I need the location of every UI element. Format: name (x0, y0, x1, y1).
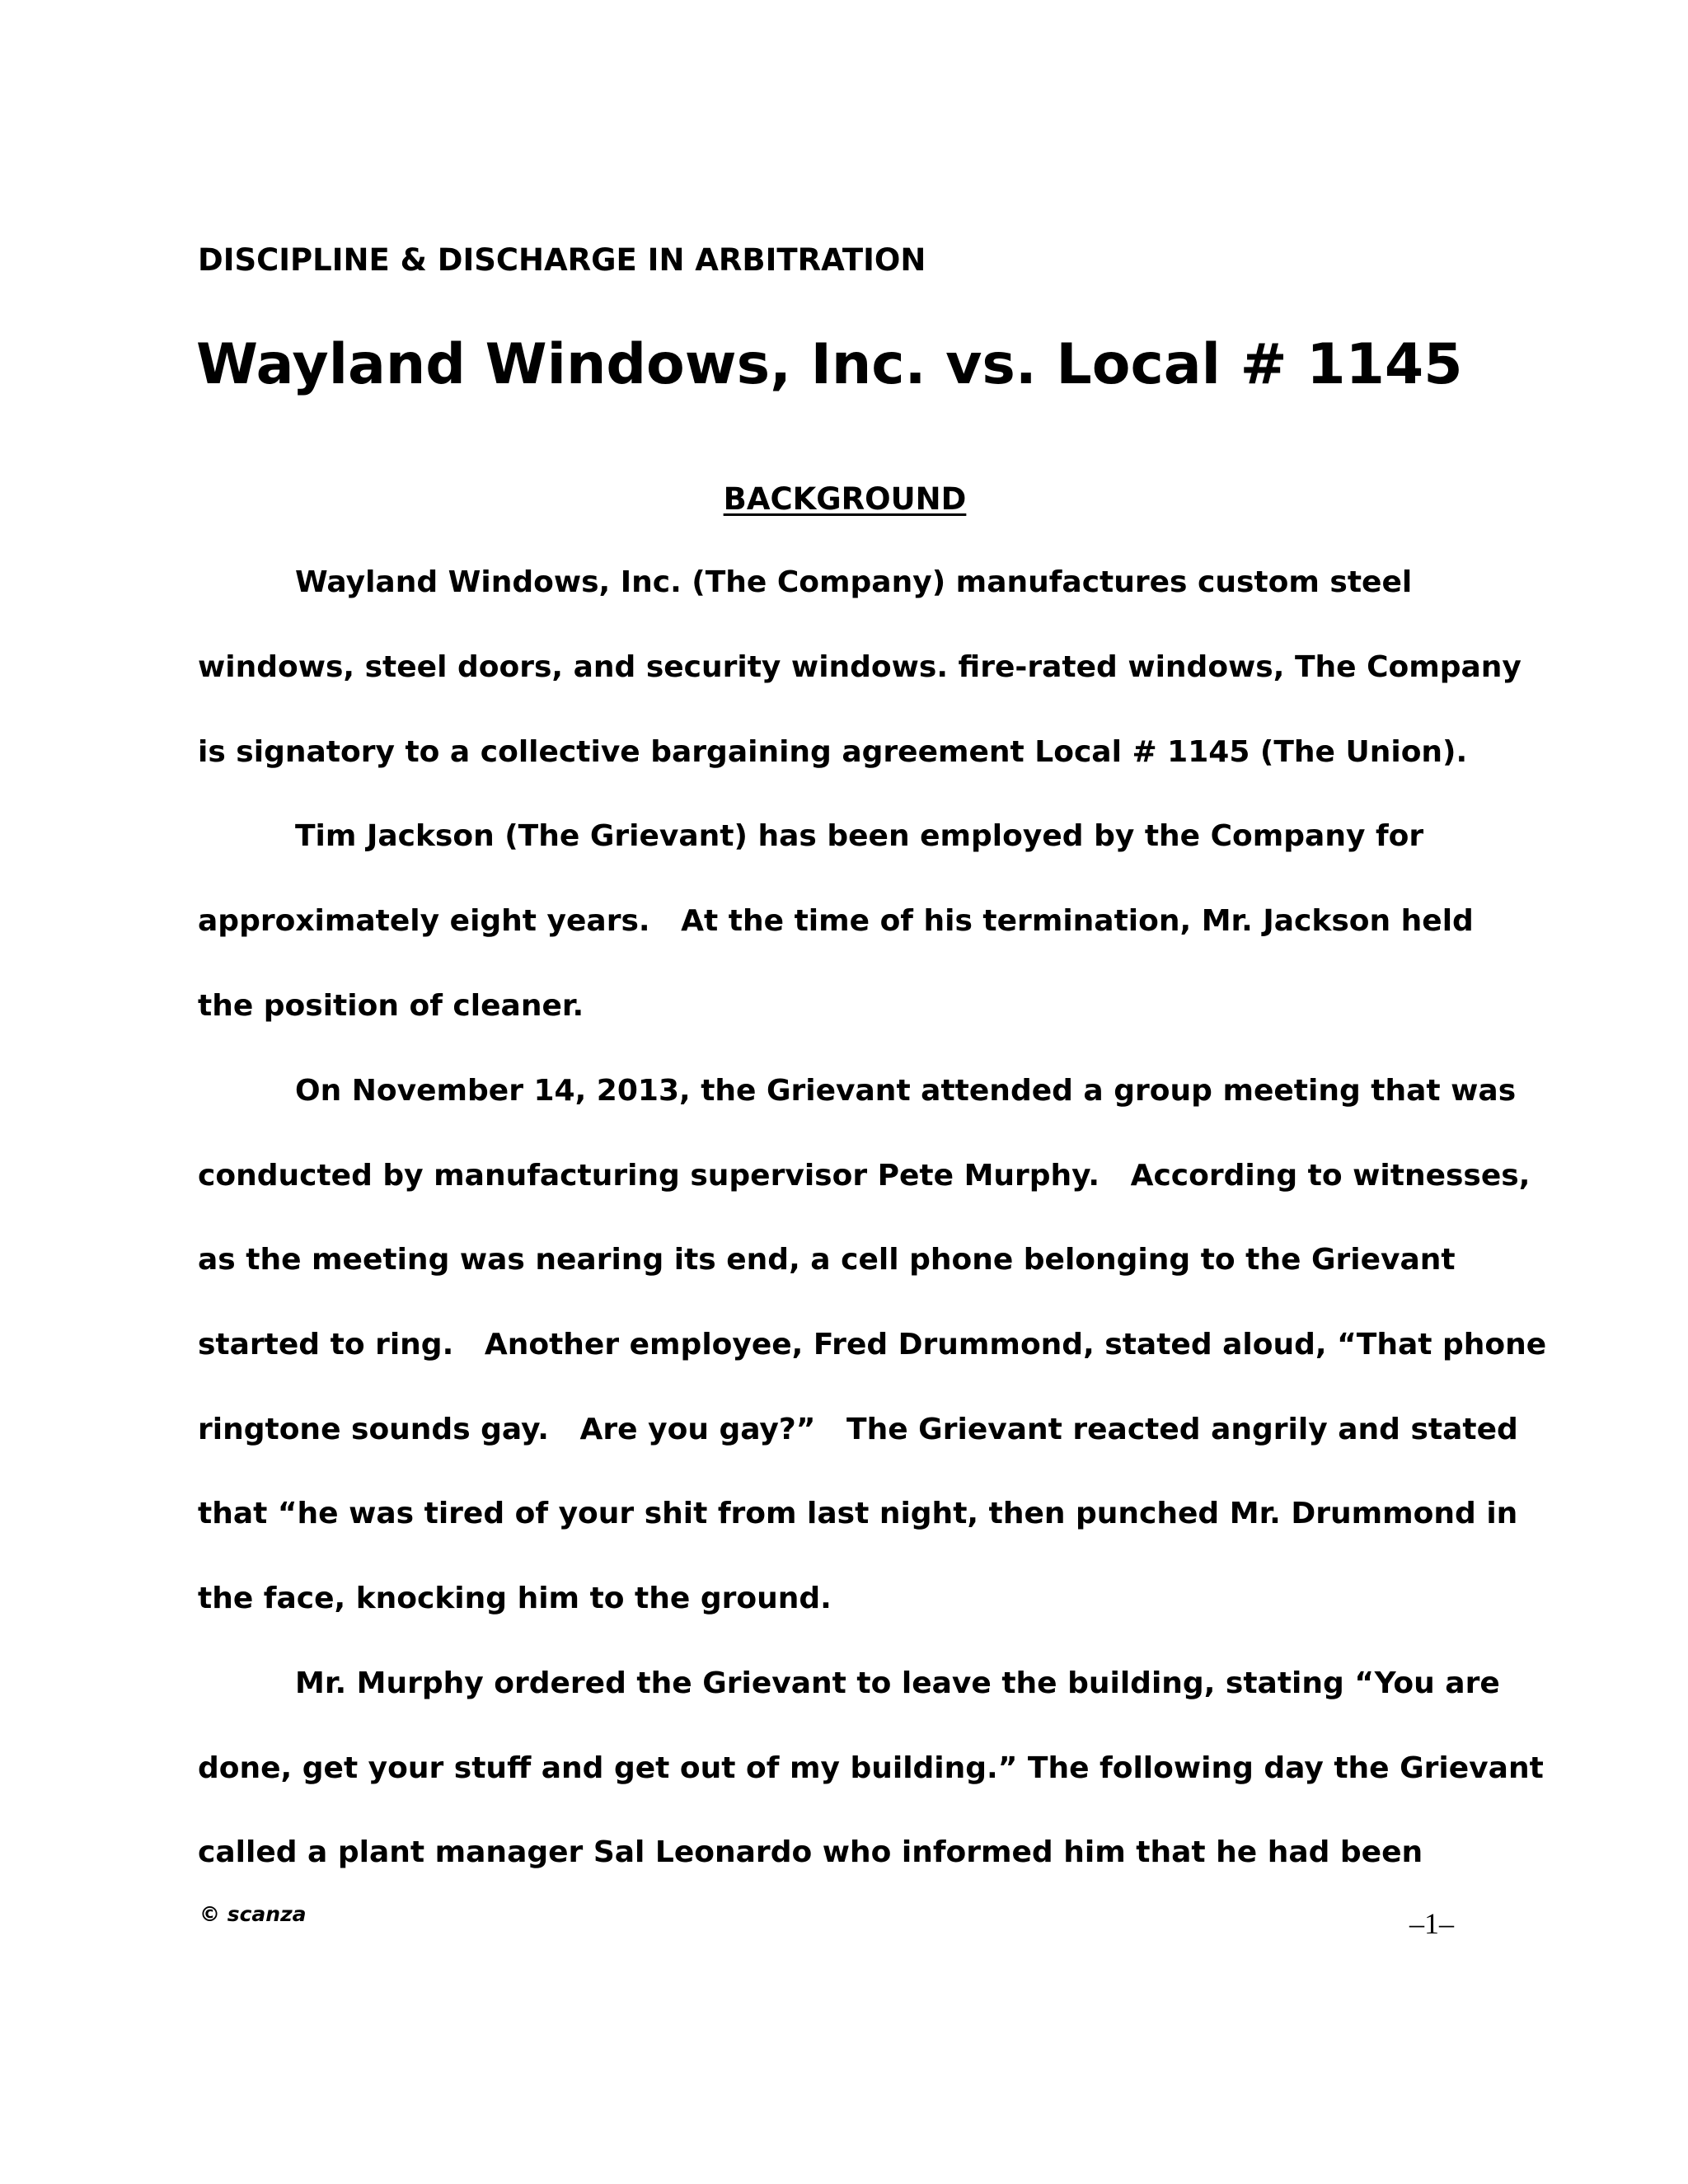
body-line: called a plant manager Sal Leonardo who informed him that he had been (198, 1835, 1423, 1869)
page-number: –1– (1409, 1907, 1454, 1940)
body-line: that “he was tired of your shit from last night, then punched Mr. Drummond in (198, 1497, 1518, 1530)
section-heading-background: BACKGROUND (723, 481, 967, 517)
body-line: the face, knocking him to the ground. (198, 1582, 832, 1615)
body-line: On November 14, 2013, the Grievant attended a group meeting that was (295, 1074, 1517, 1108)
body-line: Mr. Murphy ordered the Grievant to leave the building, stating “You are (295, 1666, 1500, 1700)
body-line: windows, steel doors, and security windows. fire-rated windows, The Company (198, 650, 1522, 684)
case-title: Wayland Windows, Inc. vs. Local # 1145 (196, 332, 1463, 397)
body-line: done, get your stuff and get out of my building.” The following day the Grievant (198, 1751, 1544, 1785)
body-line: is signatory to a collective bargaining agreement Local # 1145 (The Union). (198, 735, 1468, 769)
body-line: started to ring. Another employee, Fred Drummond, stated aloud, “That phone (198, 1328, 1547, 1361)
body-line: Wayland Windows, Inc. (The Company) manufactures custom steel (295, 565, 1413, 599)
body-line: the position of cleaner. (198, 989, 584, 1023)
copyright-notice: © scanza (199, 1902, 307, 1926)
body-line: ringtone sounds gay. Are you gay?” The Grievant reacted angrily and stated (198, 1413, 1518, 1446)
running-header: DISCIPLINE & DISCHARGE IN ARBITRATION (198, 242, 926, 278)
body-line: as the meeting was nearing its end, a cell phone belonging to the Grievant (198, 1243, 1456, 1277)
body-line: Tim Jackson (The Grievant) has been employed by the Company for (295, 819, 1424, 853)
body-line: conducted by manufacturing supervisor Pete Murphy. According to witnesses, (198, 1159, 1531, 1193)
body-line: approximately eight years. At the time of his termination, Mr. Jackson held (198, 904, 1474, 938)
